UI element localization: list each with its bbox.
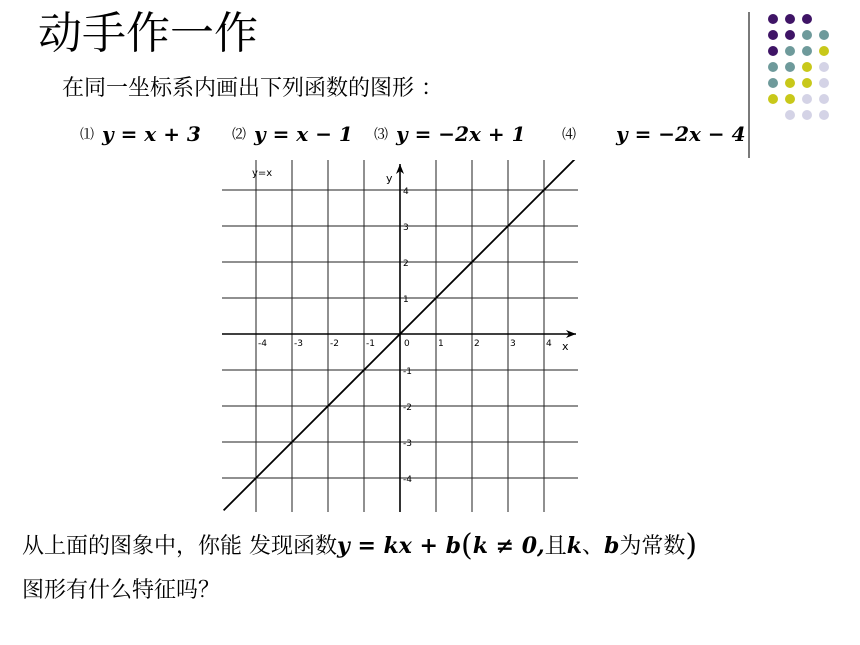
x-tick-label: 1 [438, 339, 444, 349]
y-tick-label: 2 [403, 259, 409, 269]
function-number: ⑷ [562, 127, 576, 143]
k-symbol: k [566, 533, 582, 559]
instruction-text: 在同一坐标系内画出下列函数的图形 ： [62, 76, 443, 101]
function-number: ⑵ [232, 127, 246, 143]
x-tick-label: -4 [258, 339, 267, 349]
decorative-dot-grid [768, 14, 848, 134]
open-paren: ( [461, 528, 473, 563]
decorative-dot [802, 46, 812, 56]
decorative-dot [819, 78, 829, 88]
decorative-dot [785, 62, 795, 72]
page-title: 动手作一作 [38, 8, 258, 59]
function-expression: y = −2x − 4 [616, 122, 746, 146]
separator: 、 [581, 534, 604, 559]
y-tick-label: -4 [403, 475, 412, 485]
decorative-dot [768, 46, 778, 56]
function-item-4 [562, 120, 746, 149]
function-expression: y = x − 1 [254, 122, 353, 146]
decorative-dot [768, 30, 778, 40]
y-tick-label: 4 [403, 187, 409, 197]
condition-formula: k ≠ 0, [472, 533, 545, 559]
function-item-2 [232, 120, 353, 149]
decorative-dot [785, 46, 795, 56]
y-tick-label: 3 [403, 223, 409, 233]
function-formula: y = kx + b [337, 533, 462, 559]
and-text: 且 [544, 534, 567, 559]
constant-text: 为常数 [619, 534, 686, 559]
decorative-dot [802, 78, 812, 88]
decorative-dot [802, 62, 812, 72]
x-tick-label: -1 [366, 339, 375, 349]
decorative-dot [768, 14, 778, 24]
decorative-dot [785, 94, 795, 104]
x-tick-label: 4 [546, 339, 552, 349]
decorative-dot [785, 14, 795, 24]
x-axis-label: x [562, 340, 569, 353]
decorative-dot [768, 62, 778, 72]
decorative-dot [785, 110, 795, 120]
question-line-1 [22, 530, 697, 563]
decorative-dot [819, 62, 829, 72]
decorative-dot [802, 94, 812, 104]
x-tick-label: 3 [510, 339, 516, 349]
decorative-dot [802, 14, 812, 24]
x-tick-label: -3 [294, 339, 303, 349]
y-axis-label: y [386, 172, 393, 185]
y-tick-label: -3 [403, 439, 412, 449]
decorative-divider [748, 12, 750, 158]
function-item-1 [80, 120, 201, 149]
function-item-3 [374, 120, 526, 149]
decorative-dot [785, 30, 795, 40]
decorative-dot [768, 78, 778, 88]
origin-label: 0 [404, 339, 410, 349]
function-expression: y = −2x + 1 [396, 122, 526, 146]
question-text: 从上面的图象中，你能 发现函数 [22, 534, 337, 559]
function-expression: y = x + 3 [102, 122, 201, 146]
coordinate-graph [222, 160, 578, 512]
b-symbol: b [604, 533, 620, 559]
question-line-2: 图形有什么特征吗？ [22, 578, 221, 603]
decorative-dot [819, 110, 829, 120]
decorative-dot [785, 78, 795, 88]
decorative-dot [768, 94, 778, 104]
x-tick-label: -2 [330, 339, 339, 349]
function-number: ⑴ [80, 127, 94, 143]
decorative-dot [819, 94, 829, 104]
decorative-dot [819, 30, 829, 40]
function-number: ⑶ [374, 127, 388, 143]
decorative-dot [819, 46, 829, 56]
close-paren: ) [685, 528, 698, 563]
y-tick-label: -2 [403, 403, 412, 413]
corner-label: y=x [252, 168, 273, 179]
y-tick-label: 1 [403, 295, 409, 305]
y-tick-label: -1 [403, 367, 412, 377]
x-tick-label: 2 [474, 339, 480, 349]
decorative-dot [802, 30, 812, 40]
decorative-dot [802, 110, 812, 120]
